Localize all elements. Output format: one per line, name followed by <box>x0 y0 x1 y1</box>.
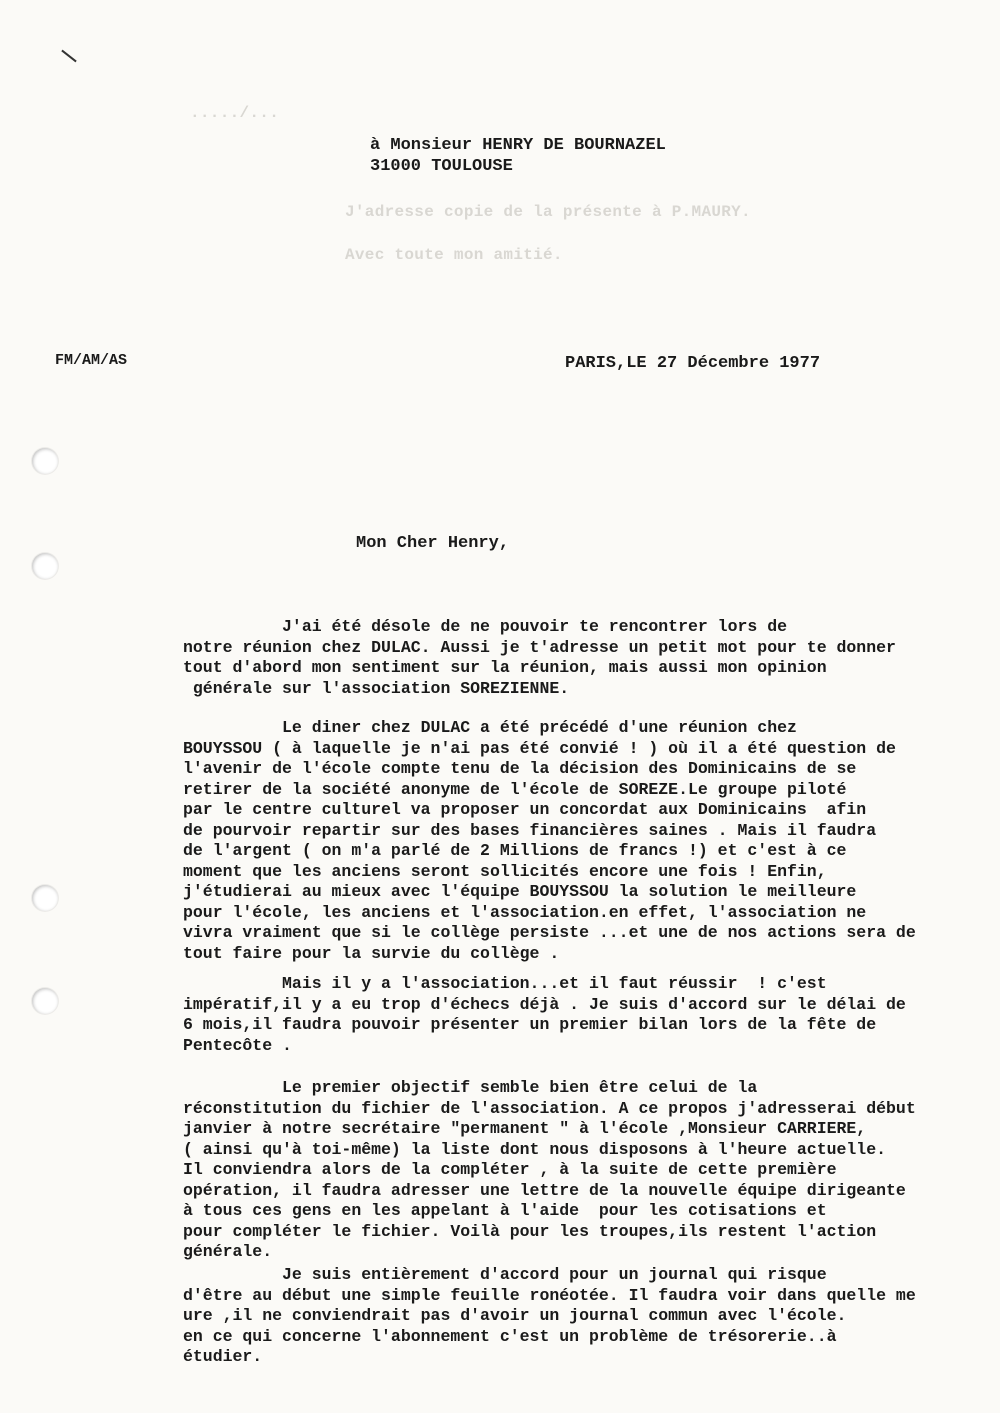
paragraph <box>183 1265 1000 1368</box>
text-line: de l'argent ( on m'a parlé de 2 Millions de francs !) et c'est à ce <box>183 841 847 860</box>
text-line: à tous ces gens en les appelant à l'aide pour les cotisations et <box>183 1201 827 1220</box>
paragraph <box>183 1078 1000 1263</box>
text-line: par le centre culturel va proposer un concordat aux Dominicains afin <box>183 800 867 819</box>
text-line: pour l'école, les anciens et l'association.en effet, l'association ne <box>183 902 867 922</box>
salutation: Mon Cher Henry, <box>356 534 510 553</box>
text-line: tout d'abord mon sentiment sur la réunion, mais aussi mon opinion <box>183 658 827 677</box>
text-line: Je suis entièrement d'accord pour un journal qui risque <box>183 1265 827 1284</box>
text-line: vivra vraiment que si le collège persiste ...et une de nos actions sera de <box>183 923 916 942</box>
letter-date: PARIS,LE 27 Décembre 1977 <box>565 354 821 373</box>
text-line: Il conviendra alors de la compléter , à la suite de cette première <box>183 1160 837 1179</box>
punch-hole <box>32 448 58 474</box>
text-line: ure ,il ne conviendrait pas d'avoir un journal commun avec l'école. <box>183 1306 847 1325</box>
addressee-name: à Monsieur HENRY DE BOURNAZEL <box>370 136 666 155</box>
text-line: l'avenir de l'école compte tenu de la décision des Dominicains de se <box>183 759 857 778</box>
text-line: tout faire pour la survie du collège . <box>183 943 560 963</box>
show-through-text: J'adresse copie de la présente à P.MAURY. <box>345 203 751 221</box>
show-through-text: ...../... <box>190 104 280 122</box>
text-line: notre réunion chez DULAC. Aussi je t'adresse un petit mot pour te donner <box>183 637 896 657</box>
text-line: pour compléter le fichier. Voilà pour les troupes,ils restent l'action <box>183 1221 877 1241</box>
text-line: impératif,il y a eu trop d'échecs déjà . Je suis d'accord sur le délai de <box>183 994 906 1014</box>
punch-hole <box>32 553 58 579</box>
text-line: Le premier objectif semble bien être celui de la <box>183 1078 758 1097</box>
paragraph <box>183 718 1000 964</box>
text-line: Pentecôte . <box>183 1035 292 1055</box>
text-line: de pourvoir repartir sur des bases financières saines . Mais il faudra <box>183 820 877 840</box>
text-line: J'ai été désole de ne pouvoir te rencontrer lors de <box>183 617 787 636</box>
text-line: étudier. <box>183 1347 263 1366</box>
text-line: janvier à notre secrétaire "permanent " à l'école ,Monsieur CARRIERE, <box>183 1119 867 1138</box>
text-line: 6 mois,il faudra pouvoir présenter un premier bilan lors de la fête de <box>183 1015 877 1034</box>
paragraph <box>183 617 1000 699</box>
addressee-city: 31000 TOULOUSE <box>370 157 513 176</box>
text-line: opération, il faudra adresser une lettre de la nouvelle équipe dirigeante <box>183 1180 906 1200</box>
text-line: Mais il y a l'association...et il faut réussir ! c'est <box>183 974 827 993</box>
text-line: ( ainsi qu'à toi-même) la liste dont nous disposons à l'heure actuelle. <box>183 1139 887 1159</box>
text-line: d'être au début une simple feuille ronéotée. Il faudra voir dans quelle me <box>183 1285 916 1305</box>
text-line: moment que les anciens seront sollicités encore une fois ! Enfin, <box>183 861 827 881</box>
paragraph <box>183 974 1000 1056</box>
text-line: Le diner chez DULAC a été précédé d'une réunion chez <box>183 718 797 737</box>
text-line: générale sur l'association SOREZIENNE. <box>183 678 570 698</box>
text-line: générale. <box>183 1242 273 1261</box>
reference: FM/AM/AS <box>55 352 128 369</box>
text-line: réconstitution du fichier de l'association. A ce propos j'adresserai début <box>183 1098 916 1118</box>
text-line: BOUYSSOU ( à laquelle je n'ai pas été convié ! ) où il a été question de <box>183 738 896 758</box>
show-through-text: Avec toute mon amitié. <box>345 246 563 264</box>
punch-hole <box>32 988 58 1014</box>
text-line: retirer de la société anonyme de l'école de SOREZE.Le groupe piloté <box>183 779 847 799</box>
corner-mark <box>61 50 76 63</box>
text-line: j'étudierai au mieux avec l'équipe BOUYSSOU la solution le meilleure <box>183 882 857 901</box>
text-line: en ce qui concerne l'abonnement c'est un problème de trésorerie..à <box>183 1326 837 1346</box>
punch-hole <box>32 885 58 911</box>
